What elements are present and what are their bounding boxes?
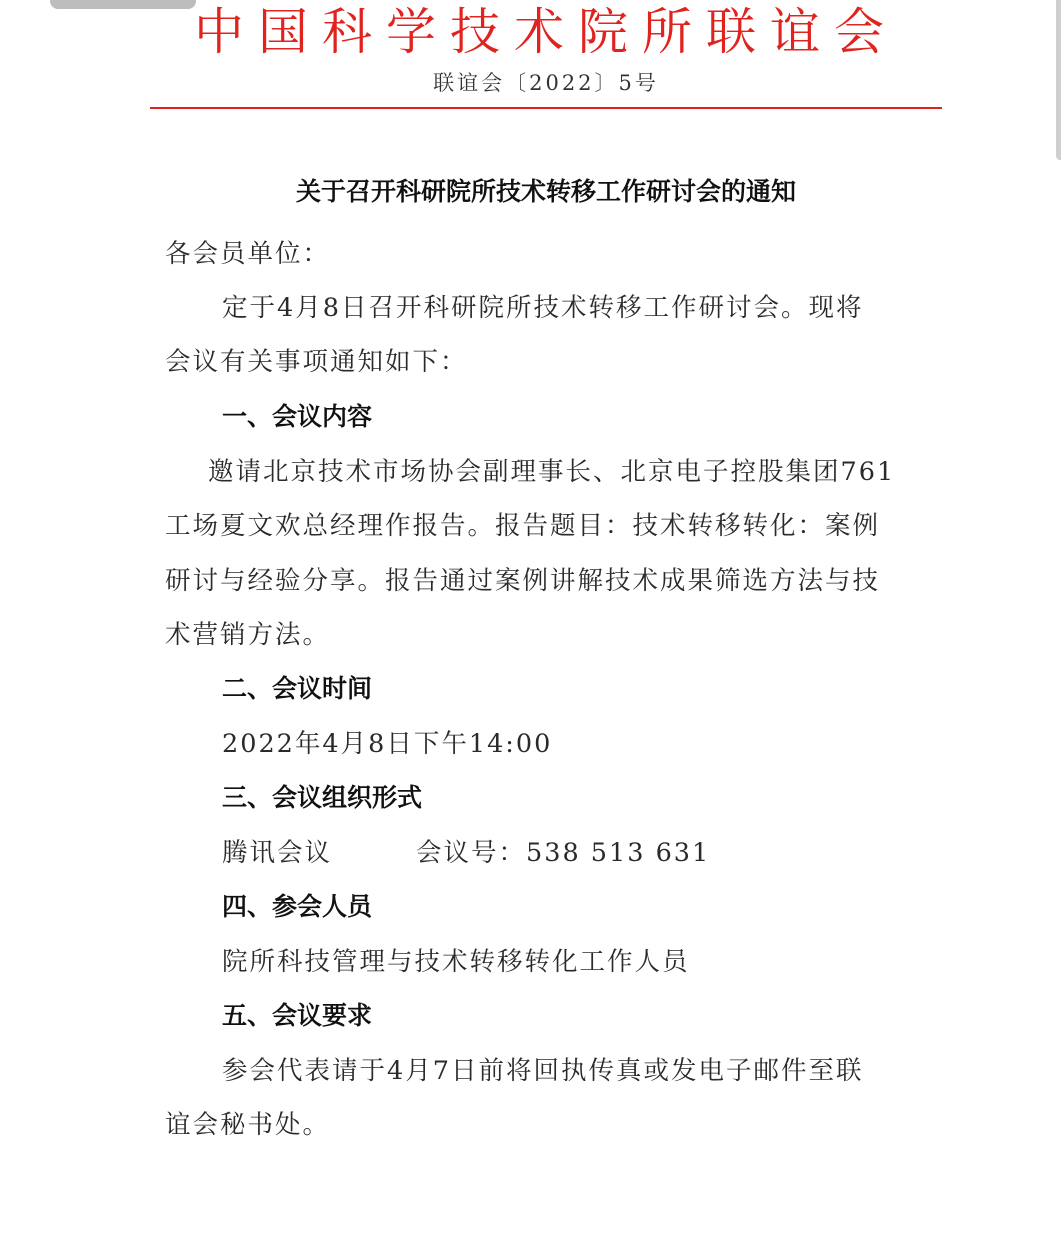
salutation: 各会员单位： bbox=[165, 239, 331, 269]
meeting-id: 会议号：538 513 631 bbox=[416, 838, 711, 868]
section-heading-requirements: 五、会议要求 bbox=[222, 1001, 373, 1030]
section-heading-content: 一、会议内容 bbox=[222, 402, 373, 431]
body-line: 邀请北京技术市场协会副理事长、北京电子控股集团761 bbox=[208, 457, 896, 487]
masthead-org-name: 中国科学技术院所联谊会 bbox=[194, 3, 898, 61]
intro-line: 会议有关事项通知如下： bbox=[165, 347, 468, 377]
body-line: 工场夏文欢总经理作报告。报告题目：技术转移转化：案例 bbox=[165, 511, 881, 541]
attendees: 院所科技管理与技术转移转化工作人员 bbox=[222, 947, 690, 977]
meeting-platform: 腾讯会议 bbox=[222, 838, 333, 868]
body-line: 研讨与经验分享。报告通过案例讲解技术成果筛选方法与技 bbox=[165, 566, 881, 596]
body-line: 谊会秘书处。 bbox=[165, 1110, 331, 1140]
section-heading-format: 三、会议组织形式 bbox=[222, 783, 423, 812]
document-number: 联谊会〔2022〕5号 bbox=[433, 71, 659, 95]
section-heading-time: 二、会议时间 bbox=[222, 674, 373, 703]
intro-line: 定于4月8日召开科研院所技术转移工作研讨会。现将 bbox=[222, 293, 864, 323]
masthead-divider bbox=[150, 107, 942, 109]
scrollbar[interactable] bbox=[1056, 0, 1061, 160]
notice-title: 关于召开科研院所技术转移工作研讨会的通知 bbox=[295, 177, 796, 206]
section-heading-attendees: 四、参会人员 bbox=[222, 892, 373, 921]
body-line: 术营销方法。 bbox=[165, 620, 331, 650]
body-line: 参会代表请于4月7日前将回执传真或发电子邮件至联 bbox=[222, 1056, 864, 1086]
meeting-time: 2022年4月8日下午14:00 bbox=[222, 729, 553, 759]
meeting-format-line bbox=[222, 835, 710, 871]
